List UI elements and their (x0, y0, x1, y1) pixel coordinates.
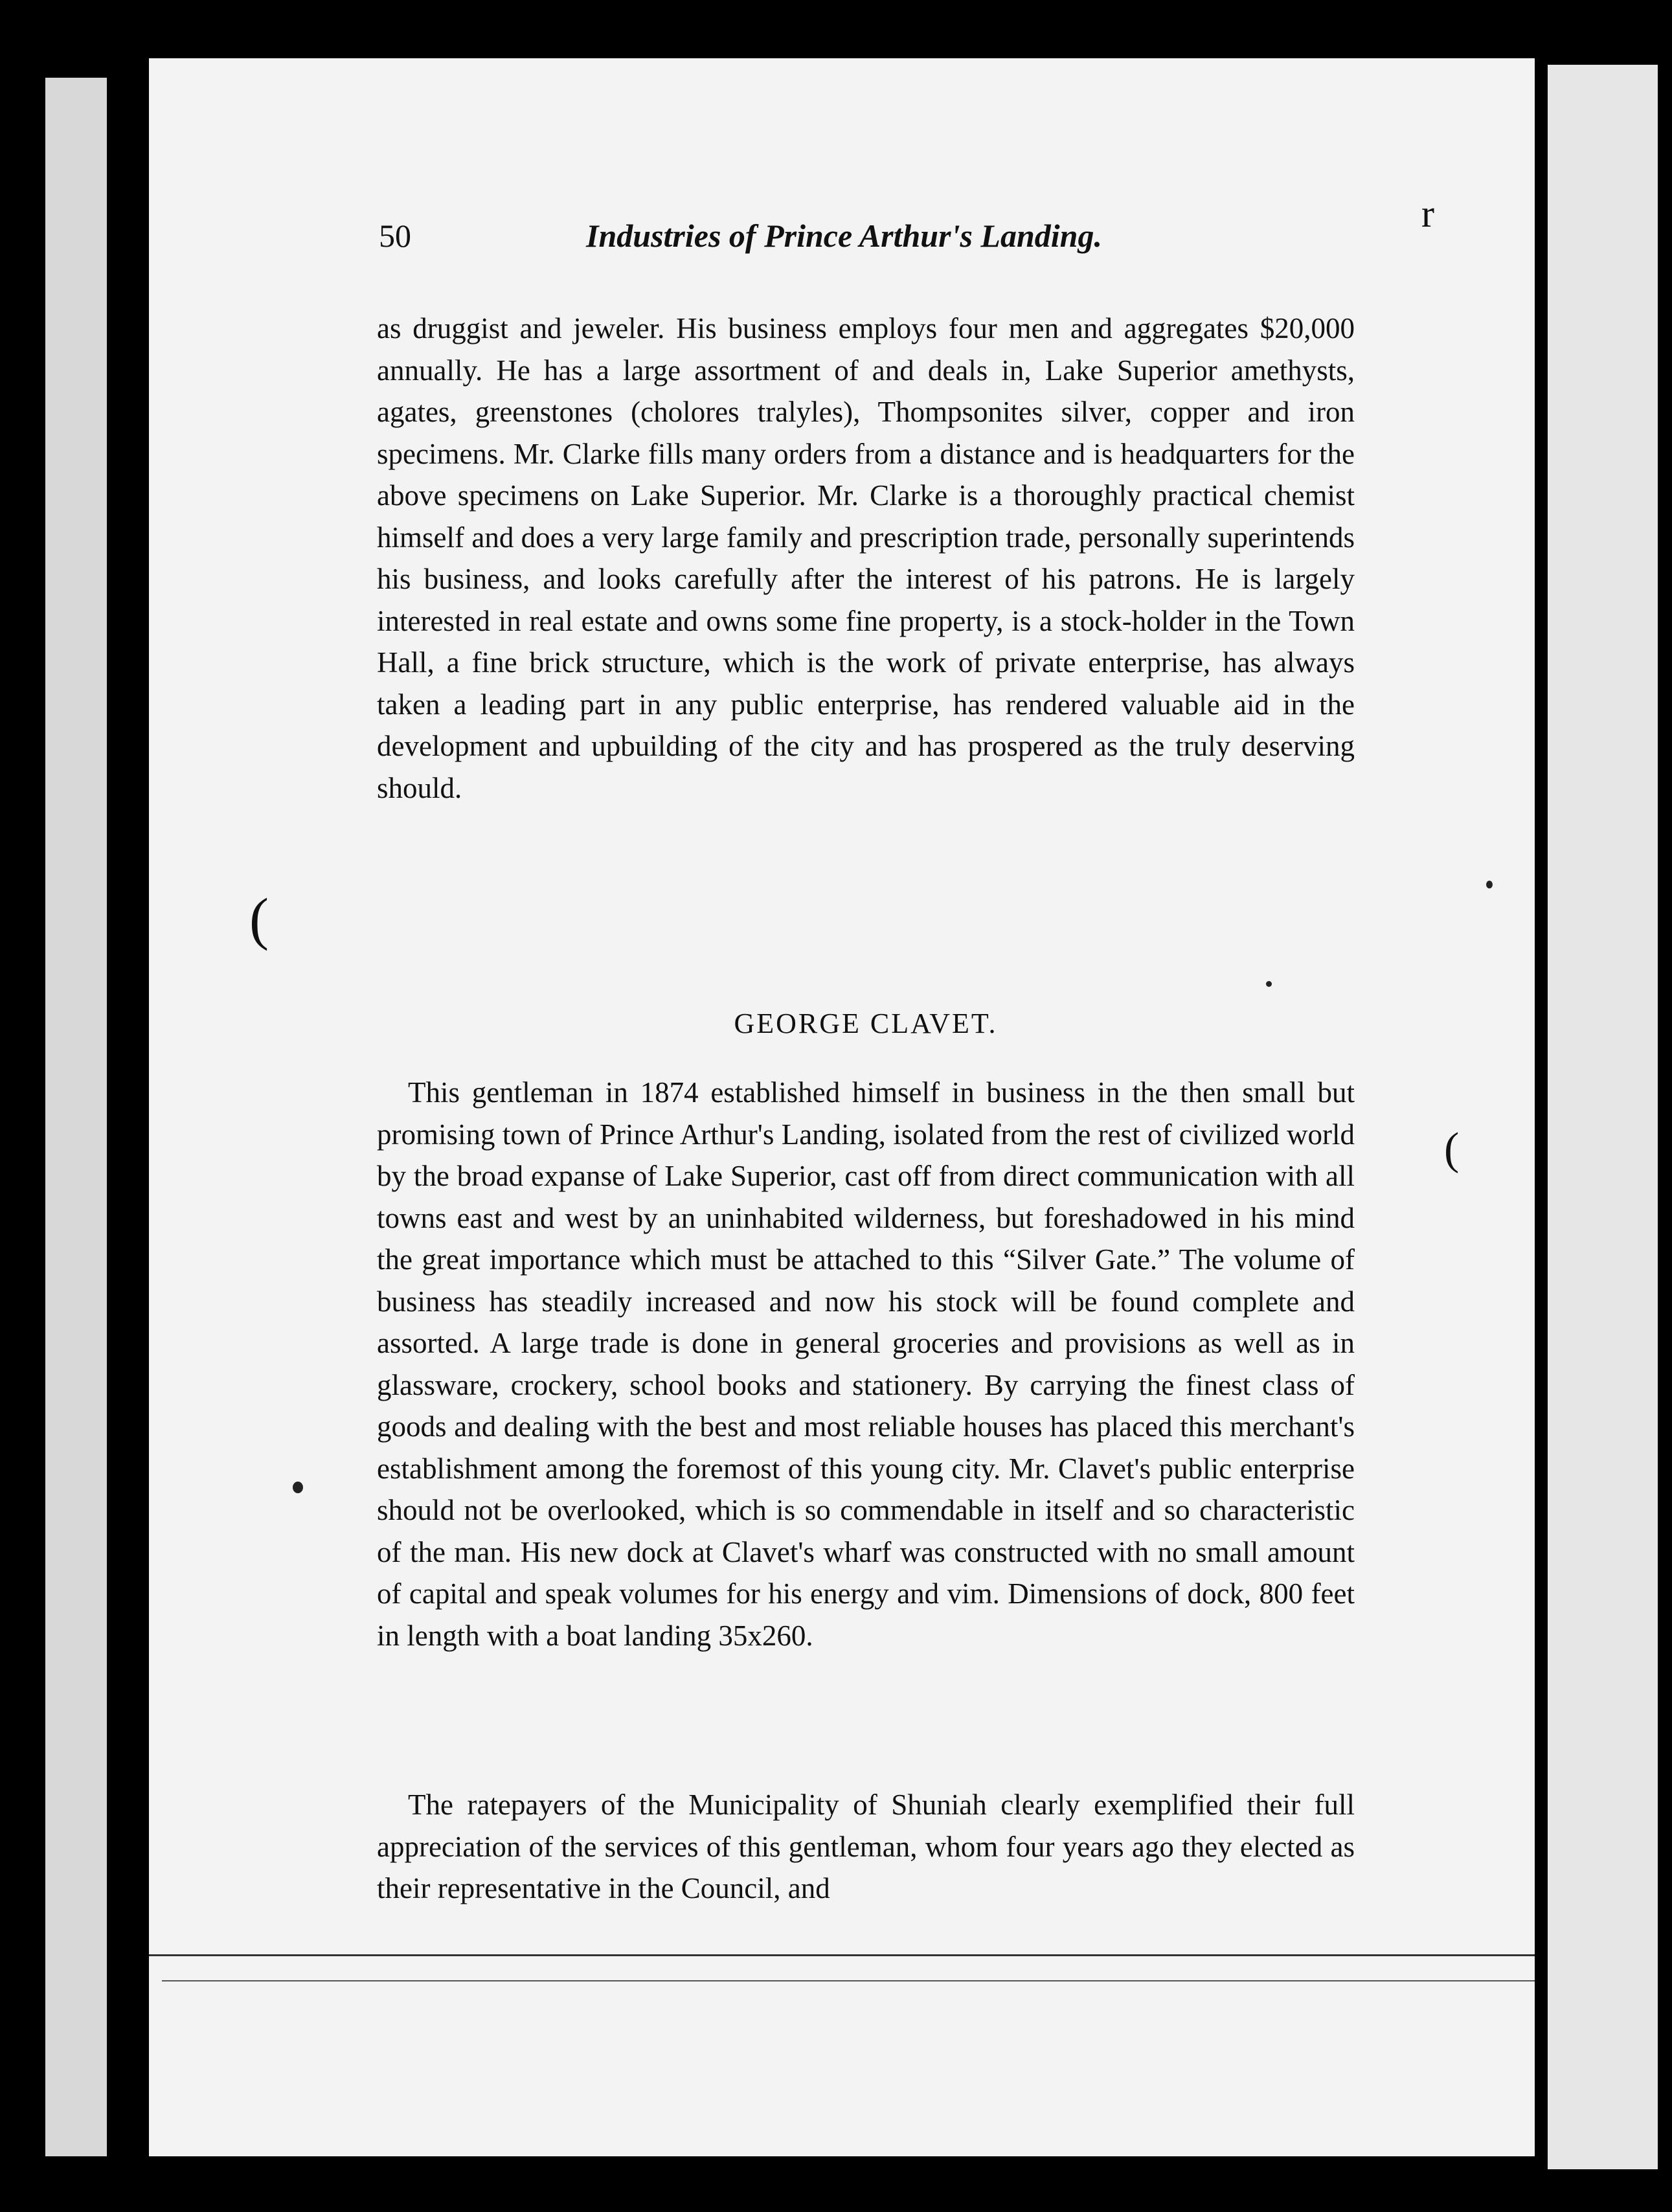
scan-fold-line (149, 1954, 1535, 1956)
margin-bracket-mark: ( (249, 887, 269, 951)
ink-speck (293, 1482, 303, 1493)
margin-mark: r (1421, 192, 1434, 235)
paragraph-clarke-continued (377, 308, 1355, 809)
adjacent-page-edge-right (1548, 65, 1658, 2169)
paragraph-ratepayers (377, 1784, 1355, 1910)
paragraph-text: The ratepayers of the Municipality of Shuniah clearly exemplified their full appreciation of the services of this gentleman, whom four years ago they elected as their representative in the Council, and (377, 1789, 1355, 1904)
page-header (379, 217, 1370, 262)
margin-bracket-mark: ( (1444, 1124, 1460, 1174)
ink-speck (1486, 881, 1493, 888)
paragraph-text: This gentleman in 1874 established himself in business in the then small but promising town of Prince Arthur's Landing, isolated from the rest of civilized world by the broad expanse of Lake Superior, cast off from direct communication with all towns east and west by an uninhabited wilderness, but foreshadowed in his mind the great importance which must be attached to this “Silver Gate.” The volume of business has steadily increased and now his stock will be found complete and assorted. A large trade is done in general groceries and provisions as well as in glassware, crockery, school books and stationery. By carrying the finest class of goods and dealing with the best and most reliable houses has placed this merchant's establishment among the foremost of this young city. Mr. Clavet's public enterprise should not be overlooked, which is so commendable in itself and so characteristic of the man. His new dock at Clavet's wharf was constructed with no small amount of capital and speak volumes for his energy and vim. Dimensions of dock, 800 feet in length with a boat landing 35x260. (377, 1076, 1355, 1652)
running-title: Industries of Prince Arthur's Landing. (586, 218, 1102, 254)
adjacent-page-edge-left (45, 78, 107, 2156)
paragraph-text: as druggist and jeweler. His business employs four men and aggregates $20,000 annually. He has a large assortment of and deals in, Lake Superior amethysts, agates, greenstones (cholores tralyles), Thompsonites silver, copper and iron specimens. Mr. Clarke fills many orders from a distance and is headquarters for the above specimens on Lake Superior. Mr. Clarke is a thoroughly practical chemist himself and does a very large family and prescription trade, personally superintends his business, and looks carefully after the interest of his patrons. He is largely interested in real estate and owns some fine property, is a stock-holder in the Town Hall, a fine brick structure, which is the work of private enterprise, has always taken a leading part in any public enterprise, has rendered valuable aid in the development and upbuilding of the city and has prospered as the truly deserving should. (377, 312, 1355, 804)
scan-fold-line-secondary (162, 1980, 1535, 1981)
ink-speck (1266, 981, 1272, 987)
section-heading: GEORGE CLAVET. (734, 1008, 998, 1039)
paragraph-clavet (377, 1072, 1355, 1656)
page-number: 50 (379, 218, 411, 254)
